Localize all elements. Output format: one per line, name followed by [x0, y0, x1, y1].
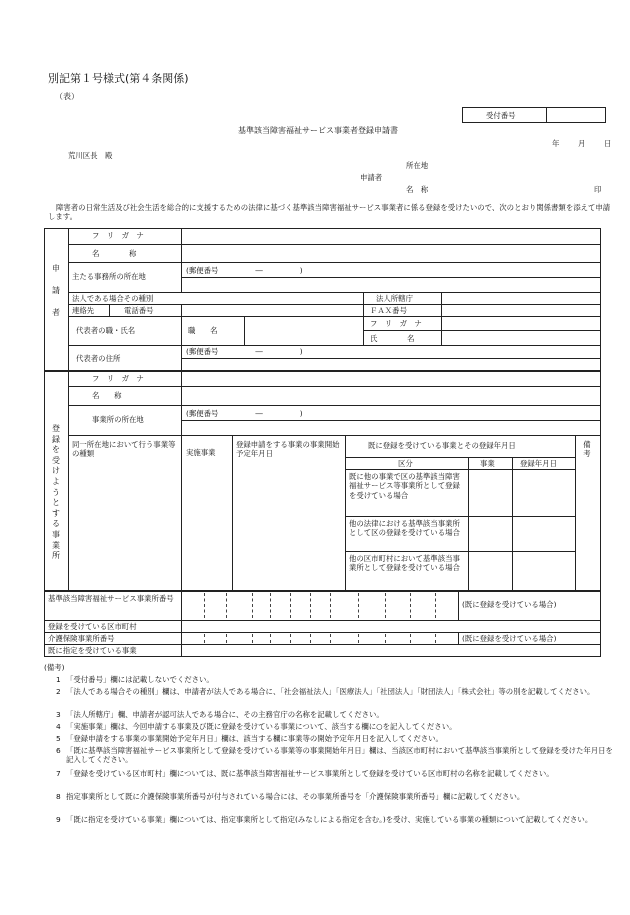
- care-number-label: 介護保険事業所番号: [48, 634, 115, 643]
- note-number: 2: [56, 687, 61, 696]
- applicant-section-label: 申請者: [52, 264, 60, 317]
- office-furigana-label: フ リ ガ ナ: [92, 374, 144, 383]
- rep-title-name-label: 代表者の職・氏名: [76, 326, 136, 335]
- existing-row-2: 他の法律における基準該当事業所として区の登録を受けている場合: [349, 519, 460, 538]
- phone-label: 電話番号: [124, 306, 154, 315]
- receipt-number-field[interactable]: [548, 109, 604, 121]
- same-location-types-label: 同一所在地において行う事業等の種類: [72, 440, 176, 459]
- note-number: 5: [56, 734, 61, 743]
- note-item: 「法人所轄庁」欄、申請者が認可法人である場合に、その主務官庁の名称を記載してください。: [66, 710, 384, 719]
- note-number: 3: [56, 710, 61, 719]
- applicant-name-label: 名 称: [406, 185, 429, 194]
- applicant-furigana-label: フ リ ガ ナ: [92, 231, 144, 240]
- office-address-label: 主たる事務所の所在地: [72, 272, 146, 281]
- office-name-label: 名 称: [92, 391, 122, 400]
- already-registered-note-2: (既に登録を受けている場合): [462, 634, 557, 643]
- date-day: 日: [604, 139, 612, 148]
- municipality-label: 登録を受けている区市町村: [48, 622, 137, 631]
- service-number-label: 基準該当障害福祉サービス事業所番号: [48, 594, 174, 603]
- fax-label: ＦＡＸ番号: [370, 306, 407, 315]
- note-item: 指定事業所として既に介護保険事業所番号が付与されている場合には、その事業所番号を「介護保険事業所番号」欄に記載してください。: [66, 792, 525, 801]
- already-registered-note: (既に登録を受けている場合): [462, 600, 557, 609]
- front-label: （表）: [55, 92, 79, 101]
- intro-text: 障害者の日常生活及び社会生活を総合的に支援するための法律に基づく基準該当障害福祉サービス事業者に係る登録を受けたいので、次のとおり関係書類を添えて申請します。: [48, 203, 611, 222]
- applicant-name-row-label: 名 称: [92, 249, 137, 258]
- note-item: 「登録を受けている区市町村」欄については、既に基準該当障害福祉サービス事業所として登録を受けている区市町村の名称を記載してください。: [66, 769, 554, 778]
- reg-date-label: 登録年月日: [520, 459, 557, 468]
- document-title: 基準該当障害福祉サービス事業者登録申請書: [238, 126, 398, 135]
- position-label: 職 名: [188, 326, 218, 335]
- start-date-label: 登録申請をする事業の事業開始予定年月日: [236, 440, 340, 459]
- date-year: 年: [552, 139, 560, 148]
- office-section-label: 登録を受けようとする事業所: [52, 424, 60, 561]
- applicant-postal-field[interactable]: (郵便番号 ― ): [186, 266, 303, 275]
- note-item: 「実施事業」欄は、今回申請する事業及び既に登録を受けている事業について、該当する欄に○を記入してください。: [66, 722, 457, 731]
- note-number: 7: [56, 769, 61, 778]
- office-address-row-label: 事業所の所在地: [92, 415, 144, 424]
- note-number: 4: [56, 722, 61, 731]
- rep-furigana-label: フ リ ガ ナ: [370, 319, 422, 328]
- note-number: 1: [56, 675, 61, 684]
- address-label: 所在地: [406, 161, 429, 170]
- applicant-label: 申請者: [360, 173, 383, 182]
- note-number: 8: [56, 792, 61, 801]
- receipt-number-label: 受付番号: [486, 111, 516, 120]
- authority-label: 法人所轄庁: [376, 294, 413, 303]
- form-title: 別記第１号様式(第４条関係): [48, 72, 189, 85]
- note-number: 6: [56, 746, 61, 755]
- business-label: 事業: [480, 459, 495, 468]
- office-postal-field[interactable]: (郵便番号 ― ): [186, 409, 303, 418]
- rep-name-label: 氏 名: [370, 334, 415, 343]
- remarks-label: 備考: [583, 440, 591, 459]
- note-number: 9: [56, 815, 61, 824]
- office-section: [44, 371, 601, 591]
- existing-row-3: 他の区市町村において基準該当事業所として登録を受けている場合: [349, 554, 460, 573]
- date-month: 月: [578, 139, 586, 148]
- note-item: 「法人である場合その種別」欄は、申請者が法人である場合に、「社会福祉法人」「医療法人」「社団法人」「財団法人」「株式会社」等の別を記載してください。: [66, 687, 595, 696]
- existing-label: 既に登録を受けている事業とその登録年月日: [368, 441, 516, 450]
- note-item: 「登録申請をする事業の事業開始予定年月日」欄は、該当する欄に事業等の開始予定年月日を記入してください。: [66, 734, 443, 743]
- notes-heading: (備考): [44, 663, 65, 672]
- contact-label: 連絡先: [72, 306, 95, 315]
- seal-mark: 印: [594, 185, 602, 194]
- rep-address-label: 代表者の住所: [76, 354, 121, 363]
- designated-label: 既に指定を受けている事業: [48, 646, 137, 655]
- category-label: 区分: [398, 459, 413, 468]
- note-item: 「既に基準該当障害福祉サービス事業所として登録を受けている事業等の事業開始年月日」欄は、当該区市町村において基準該当事業所として登録を受けた年月日を記入してください。: [66, 746, 613, 765]
- rep-postal-field[interactable]: (郵便番号 ― ): [186, 347, 303, 356]
- note-item: 「既に指定を受けている事業」欄については、指定事業所として指定(みなしによる指定を含む。)を受け、実施している事業の種類について記載してください。: [66, 815, 593, 824]
- existing-row-1: 既に他の事業で区の基準該当障害福祉サービス等事業所として登録を受けている場合: [349, 472, 460, 500]
- addressee: 荒川区長 殿: [68, 151, 113, 160]
- implemented-label: 実施事業: [186, 448, 216, 457]
- note-item: 「受付番号」欄には記載しないでください。: [66, 675, 214, 684]
- corp-type-label: 法人である場合その種別: [72, 294, 154, 303]
